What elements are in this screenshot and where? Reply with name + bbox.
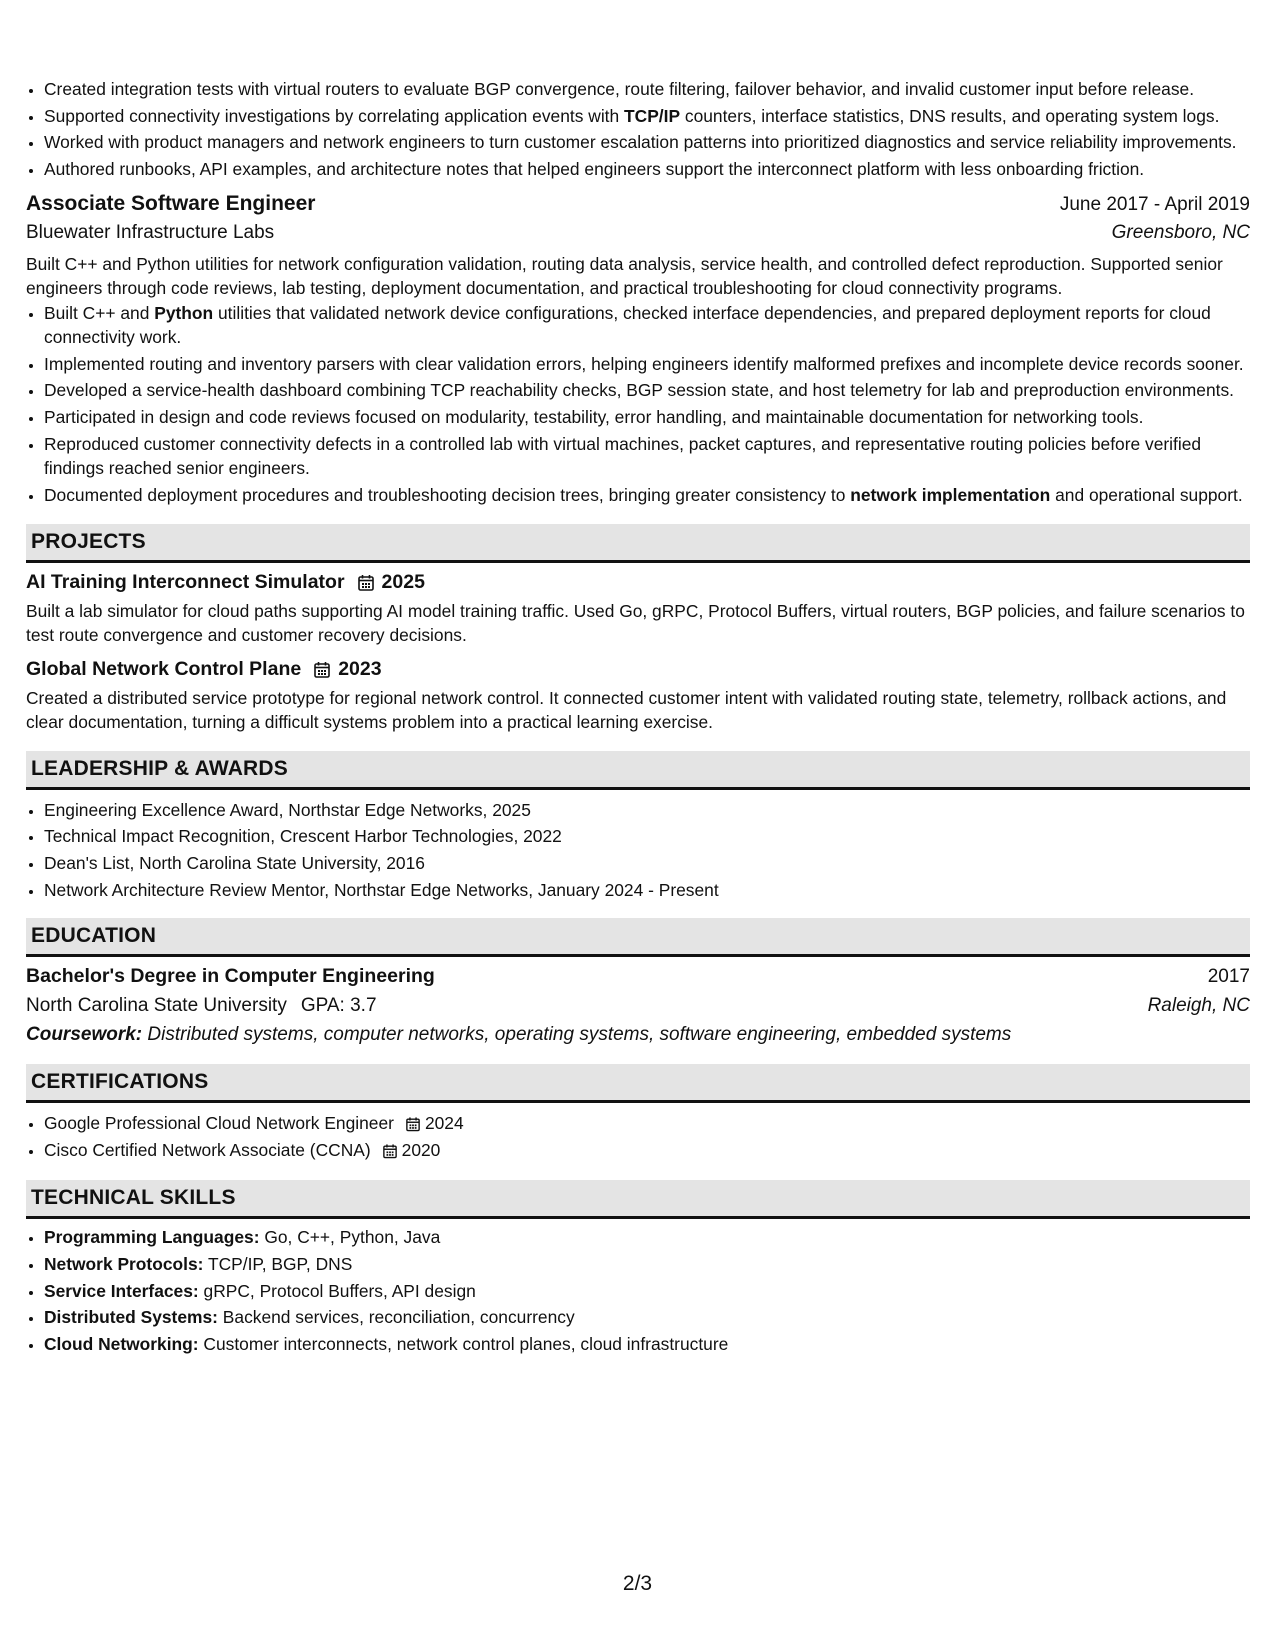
job-dates: June 2017 - April 2019 xyxy=(1059,193,1250,215)
list-item: • Google Professional Cloud Network Engineer 2024 xyxy=(44,1111,1250,1136)
graduation-year: 2017 xyxy=(1207,966,1250,988)
list-item: • Cisco Certified Network Associate (CCNA) 2020 xyxy=(44,1138,1250,1163)
project-title: AI Training Interconnect Simulator xyxy=(26,570,345,593)
list-item: • Service Interfaces: gRPC, Protocol Buffers, API design xyxy=(44,1279,1250,1304)
resume-page xyxy=(26,77,1250,1359)
gpa: GPA: 3.7 xyxy=(300,995,377,1017)
project-description: Built a lab simulator for cloud paths supporting AI model training traffic. Used Go, gRPC, Protocol Buffers, virtual routers, BGP policies, and failure scenarios to test route convergence and customer recovery decisions. xyxy=(26,600,1245,645)
calendar-icon xyxy=(314,661,330,678)
project-entry xyxy=(26,658,1250,735)
list-item: • Created integration tests with virtual routers to evaluate BGP convergence, route filtering, failover behavior, and invalid customer input before release. xyxy=(44,77,1250,102)
calendar-icon xyxy=(358,574,374,591)
coursework: Coursework: Distributed systems, computer networks, operating systems, software engineering, embedded systems xyxy=(26,1024,1012,1046)
list-item: • Distributed Systems: Backend services, reconciliation, concurrency xyxy=(44,1305,1250,1330)
skills-list xyxy=(26,1225,1250,1356)
previous-job-bullets xyxy=(26,77,1250,182)
calendar-icon xyxy=(406,1116,420,1132)
job-summary: Built C++ and Python utilities for network configuration validation, routing data analysis, service health, and controlled defect reproduction. Supported senior engineers through code reviews, lab testing, deployment documentation, and practical troubleshooting for cloud connectivity programs. xyxy=(26,253,1223,299)
list-item: • Documented deployment procedures and troubleshooting decision trees, bringing greater consistency to network implementation and operational support. xyxy=(44,483,1250,508)
list-item: • Developed a service-health dashboard combining TCP reachability checks, BGP session state, and host telemetry for lab and preproduction environments. xyxy=(44,378,1250,403)
list-item: • Network Architecture Review Mentor, Northstar Edge Networks, January 2024 - Present xyxy=(44,878,1250,903)
list-item: • Participated in design and code reviews focused on modularity, testability, error handling, and maintainable documentation for networking tools. xyxy=(44,405,1250,430)
project-description: Created a distributed service prototype for regional network control. It connected customer intent with validated routing state, telemetry, rollback actions, and clear documentation, turning a difficult systems problem into a practical learning exercise. xyxy=(26,687,1227,732)
section-header-education: EDUCATION xyxy=(26,918,1250,957)
school-name: North Carolina State University xyxy=(26,995,287,1017)
education-entry xyxy=(26,965,1250,1046)
section-header-certifications: CERTIFICATIONS xyxy=(26,1064,1250,1103)
list-item: • Worked with product managers and network engineers to turn customer escalation patterns into prioritized diagnostics and service reliability improvements. xyxy=(44,130,1250,155)
job-location: Greensboro, NC xyxy=(1111,221,1250,243)
list-item: • Programming Languages: Go, C++, Python, Java xyxy=(44,1225,1250,1250)
company-name: Bluewater Infrastructure Labs xyxy=(26,221,275,243)
section-header-awards: LEADERSHIP & AWARDS xyxy=(26,751,1250,790)
job-bullets xyxy=(26,301,1250,508)
certifications-list xyxy=(26,1111,1250,1162)
list-item: • Reproduced customer connectivity defects in a controlled lab with virtual machines, packet captures, and representative routing policies before verified findings reached senior engineers. xyxy=(44,432,1250,481)
list-item: • Implemented routing and inventory parsers with clear validation errors, helping engineers identify malformed prefixes and incomplete device records sooner. xyxy=(44,352,1250,377)
list-item: • Supported connectivity investigations by correlating application events with TCP/IP counters, interface statistics, DNS results, and operating system logs. xyxy=(44,104,1250,129)
page-number: 2/3 xyxy=(622,1572,653,1595)
awards-list xyxy=(26,798,1250,903)
degree-title: Bachelor's Degree in Computer Engineering xyxy=(26,965,435,988)
list-item: • Technical Impact Recognition, Crescent Harbor Technologies, 2022 xyxy=(44,824,1250,849)
school-location: Raleigh, NC xyxy=(1147,995,1250,1017)
project-title: Global Network Control Plane xyxy=(26,657,302,680)
section-header-projects: PROJECTS xyxy=(26,524,1250,563)
list-item: • Engineering Excellence Award, Northstar Edge Networks, 2025 xyxy=(44,798,1250,823)
calendar-icon xyxy=(383,1143,397,1159)
list-item: • Dean's List, North Carolina State University, 2016 xyxy=(44,851,1250,876)
list-item: • Authored runbooks, API examples, and architecture notes that helped engineers support the interconnect platform with less onboarding friction. xyxy=(44,157,1250,182)
list-item: • Network Protocols: TCP/IP, BGP, DNS xyxy=(44,1252,1250,1277)
project-year: 2025 xyxy=(381,570,425,593)
project-entry xyxy=(26,571,1250,648)
list-item: • Built C++ and Python utilities that validated network device configurations, checked interface dependencies, and prepared deployment reports for cloud connectivity work. xyxy=(44,301,1250,350)
project-year: 2023 xyxy=(338,657,382,680)
section-header-skills: TECHNICAL SKILLS xyxy=(26,1180,1250,1219)
job-title: Associate Software Engineer xyxy=(26,191,316,215)
job-entry xyxy=(26,192,1250,508)
list-item: • Cloud Networking: Customer interconnects, network control planes, cloud infrastructure xyxy=(44,1332,1250,1357)
